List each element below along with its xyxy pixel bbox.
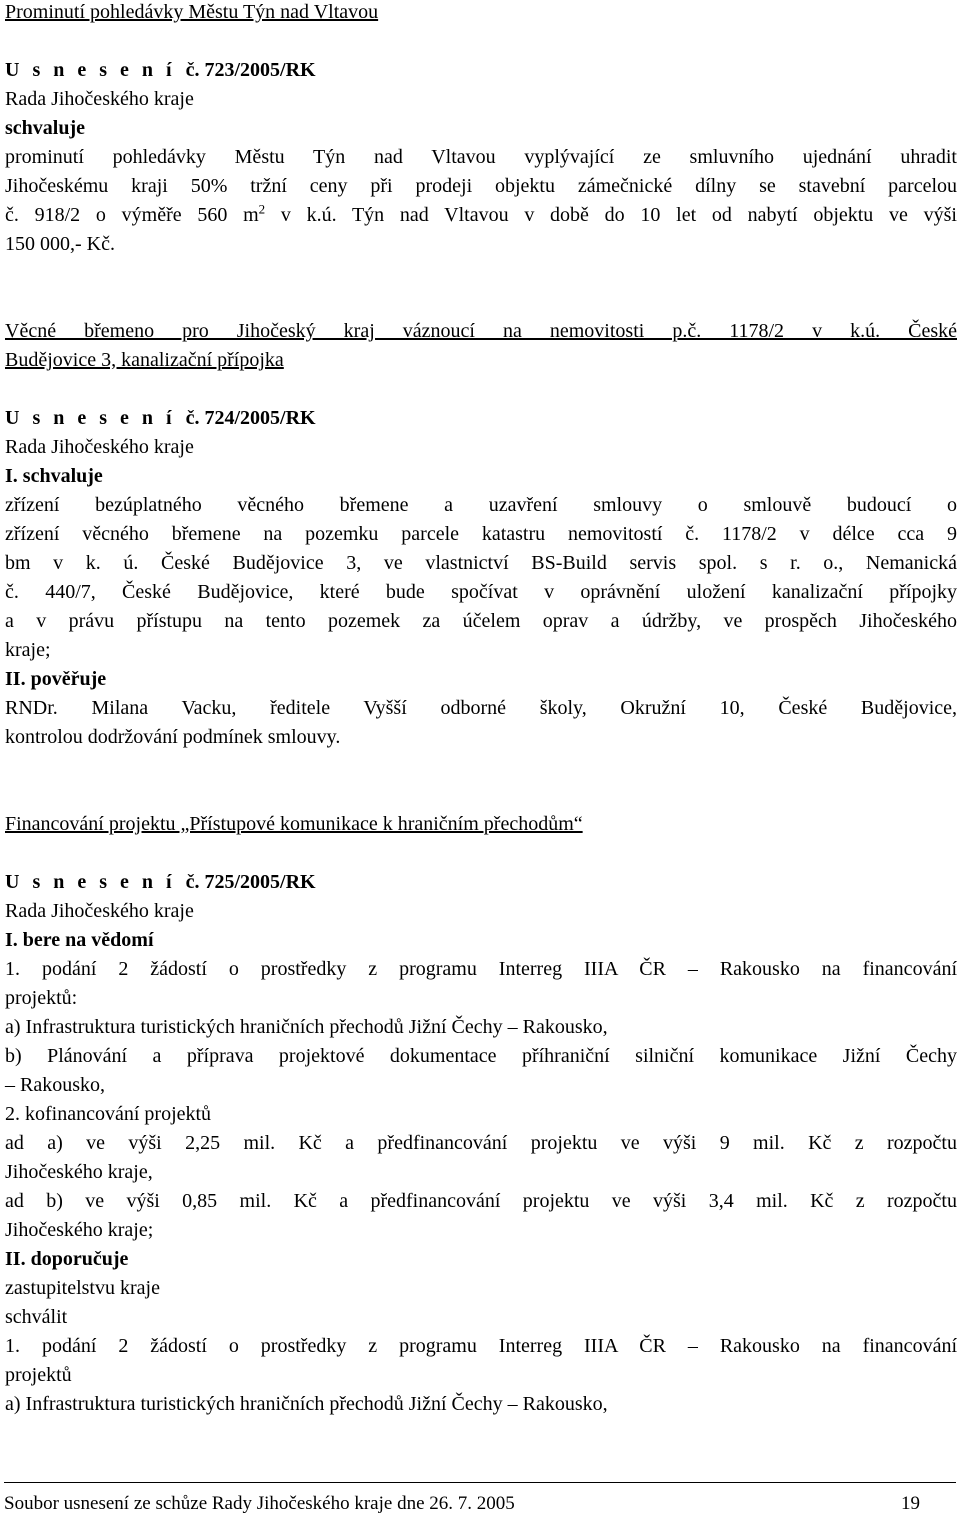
- text-line: Jihočeského kraje,: [5, 1161, 153, 1183]
- text-line: prominutí pohledávky Městu Týn nad Vltavou vyplývající ze smluvního ujednání uhradit: [5, 146, 957, 168]
- page-number: 19: [901, 1493, 920, 1514]
- text-line: ad b) ve výši 0,85 mil. Kč a předfinancování projektu ve výši 3,4 mil. Kč z rozpočtu: [5, 1190, 957, 1212]
- text-line: projektů: [5, 1364, 72, 1386]
- resolution-label: U s n e s e n í: [5, 407, 176, 429]
- section-heading: Věcné břemeno pro Jihočeský kraj váznoucí na nemovitosti p.č. 1178/2 v k.ú. České: [5, 320, 957, 342]
- resolution-number: č. 725/2005/RK: [185, 871, 316, 893]
- resolution-verb: I. schvaluje: [5, 465, 103, 487]
- text-line: kraje;: [5, 639, 51, 661]
- resolution-label: U s n e s e n í: [5, 871, 176, 893]
- text-line: č. 440/7, České Budějovice, které bude spočívat v oprávnění uložení kanalizační přípojky: [5, 581, 957, 603]
- resolution-title: [5, 56, 957, 85]
- text-line: a) Infrastruktura turistických hraničních přechodů Jižní Čechy – Rakousko,: [5, 1016, 608, 1038]
- resolution-label: U s n e s e n í: [5, 59, 176, 81]
- text-line: Jihočeskému kraji 50% tržní ceny při prodeji objektu zámečnické dílny se stavební parcelou: [5, 175, 957, 197]
- page-footer: [4, 1482, 956, 1517]
- resolution-title: [5, 868, 957, 897]
- resolution-verb: schvaluje: [5, 117, 85, 139]
- text-line: kontrolou dodržování podmínek smlouvy.: [5, 726, 341, 748]
- text-line: schválit: [5, 1306, 68, 1328]
- resolution-title: [5, 404, 957, 433]
- text-line: b) Plánování a příprava projektové dokumentace příhraniční silniční komunikace Jižní Čechy: [5, 1045, 957, 1067]
- section-heading: Financování projektu „Přístupové komunikace k hraničním přechodům“: [5, 813, 583, 835]
- text-line: zastupitelstvu kraje: [5, 1277, 160, 1299]
- resolution-number: č. 724/2005/RK: [185, 407, 316, 429]
- council-name: Rada Jihočeského kraje: [5, 436, 194, 458]
- text-line: zřízení věcného břemene na pozemku parcele katastru nemovitostí č. 1178/2 v délce cca 9: [5, 523, 957, 545]
- section-heading: Prominutí pohledávky Městu Týn nad Vltavou: [5, 1, 379, 23]
- text-line: bm v k. ú. České Budějovice 3, ve vlastnictví BS-Build servis spol. s r. o., Nemanická: [5, 552, 957, 574]
- resolution-number: č. 723/2005/RK: [185, 59, 316, 81]
- text-line: zřízení bezúplatného věcného břemene a uzavření smlouvy o smlouvě budoucí o: [5, 494, 957, 516]
- council-name: Rada Jihočeského kraje: [5, 900, 194, 922]
- footer-text: Soubor usnesení ze schůze Rady Jihočeského kraje dne 26. 7. 2005: [4, 1493, 515, 1514]
- council-name: Rada Jihočeského kraje: [5, 88, 194, 110]
- text-line: a) Infrastruktura turistických hraničních přechodů Jižní Čechy – Rakousko,: [5, 1393, 608, 1415]
- resolution-verb: II. doporučuje: [5, 1248, 129, 1270]
- text-line: a v právu přístupu na tento pozemek za účelem oprav a údržby, ve prospěch Jihočeského: [5, 610, 957, 632]
- document-page: [5, 0, 957, 1419]
- text-line: projektů:: [5, 987, 78, 1009]
- text-line: ad a) ve výši 2,25 mil. Kč a předfinancování projektu ve výši 9 mil. Kč z rozpočtu: [5, 1132, 957, 1154]
- text-line: č. 918/2 o výměře 560 $m^2$ v k.ú. Týn nad Vltavou v době do 10 let od nabytí objektu ve výši: [5, 201, 957, 226]
- text-line: RNDr. Milana Vacku, ředitele Vyšší odborné školy, Okružní 10, České Budějovice,: [5, 697, 957, 719]
- text-line: 150 000,- Kč.: [5, 233, 115, 255]
- text-line: Jihočeského kraje;: [5, 1219, 154, 1241]
- text-line: 2. kofinancování projektů: [5, 1103, 212, 1125]
- text-line: 1. podání 2 žádostí o prostředky z programu Interreg IIIA ČR – Rakousko na financování: [5, 958, 957, 980]
- text-line: 1. podání 2 žádostí o prostředky z programu Interreg IIIA ČR – Rakousko na financování: [5, 1335, 957, 1357]
- section-heading-cont: Budějovice 3, kanalizační přípojka: [5, 349, 284, 371]
- text-line: – Rakousko,: [5, 1074, 105, 1096]
- resolution-verb: II. pověřuje: [5, 668, 107, 690]
- resolution-verb: I. bere na vědomí: [5, 929, 154, 951]
